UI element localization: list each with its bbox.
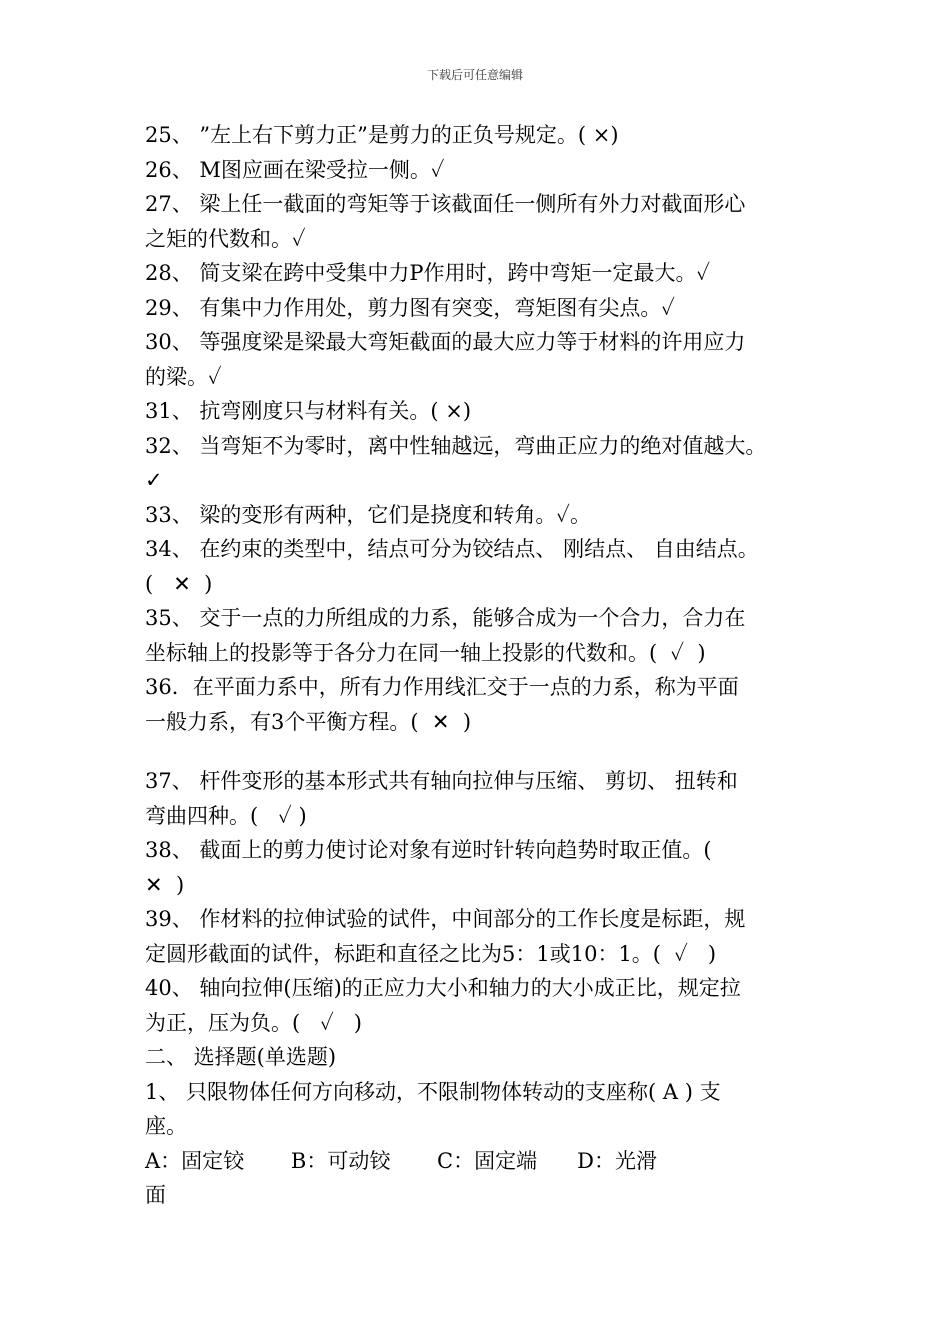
text-line: 定圆形截面的试件，标距和直径之比为5：1或10：1。( ✓ ) bbox=[145, 941, 717, 966]
answer-options: A：固定铰 B：可动铰 C：固定端 D：光滑 bbox=[145, 1148, 658, 1173]
text-line: 34、 在约束的类型中，结点可分为铰结点、 刚结点、 自由结点。 bbox=[145, 537, 759, 561]
text-line: 28、 简支梁在跨中受集中力P作用时，跨中弯矩一定最大。✓ bbox=[145, 261, 711, 285]
text-line: 40、 轴向拉伸(压缩)的正应力大小和轴力的大小成正比，规定拉 bbox=[145, 976, 741, 1000]
blank-line bbox=[145, 739, 815, 764]
text-line: 31、 抗弯刚度只与材料有关。( ×) bbox=[145, 399, 472, 423]
text-line: 的梁。✓ bbox=[145, 364, 222, 389]
text-line: 39、 作材料的拉伸试验的试件，中间部分的工作长度是标距，规 bbox=[145, 907, 746, 931]
section-heading: 二、 选择题(单选题) bbox=[145, 1045, 337, 1069]
text-line: 27、 梁上任一截面的弯矩等于该截面任一侧所有外力对截面形心 bbox=[145, 192, 746, 216]
text-line: 之矩的代数和。✓ bbox=[145, 226, 306, 251]
text-line: 38、 截面上的剪力使讨论对象有逆时针转向趋势时取正值。( bbox=[145, 838, 712, 862]
text-line: ( ✕ ) bbox=[145, 571, 213, 596]
text-line: ✓ bbox=[145, 468, 163, 492]
text-line: 一般力系，有3个平衡方程。( ✕ ) bbox=[145, 709, 472, 734]
text-line: 37、 杆件变形的基本形式共有轴向拉伸与压缩、 剪切、 扭转和 bbox=[145, 769, 738, 793]
document-body bbox=[145, 118, 815, 1213]
text-line: 面 bbox=[145, 1183, 166, 1207]
text-line: 33、 梁的变形有两种，它们是挠度和转角。✓。 bbox=[145, 502, 591, 527]
text-line: 29、 有集中力作用处，剪力图有突变，弯矩图有尖点。✓ bbox=[145, 295, 675, 320]
text-line: 1、 只限物体任何方向移动，不限制物体转动的支座称( A ) 支 bbox=[145, 1079, 721, 1104]
text-line: 36．在平面力系中，所有力作用线汇交于一点的力系，称为平面 bbox=[145, 675, 739, 699]
text-line: 坐标轴上的投影等于各分力在同一轴上投影的代数和。( ✓ ) bbox=[145, 640, 706, 665]
text-line: 35、 交于一点的力所组成的力系，能够合成为一个合力，合力在 bbox=[145, 606, 746, 630]
text-line: 26、 M图应画在梁受拉一侧。✓ bbox=[145, 157, 445, 182]
text-line: ✕ ) bbox=[145, 872, 185, 897]
text-line: 座。 bbox=[145, 1114, 187, 1138]
text-line: 弯曲四种。( ✓ ) bbox=[145, 803, 307, 828]
text-line: 25、 ”左上右下剪力正”是剪力的正负号规定。( ×) bbox=[145, 123, 619, 147]
page-header: 下载后可任意编辑 bbox=[426, 68, 523, 82]
text-line: 30、 等强度梁是梁最大弯矩截面的最大应力等于材料的许用应力 bbox=[145, 330, 746, 354]
text-line: 32、 当弯矩不为零时，离中性轴越远，弯曲正应力的绝对值越大。 bbox=[145, 433, 767, 458]
text-line: 为正，压为负。( ✓ ) bbox=[145, 1010, 362, 1035]
